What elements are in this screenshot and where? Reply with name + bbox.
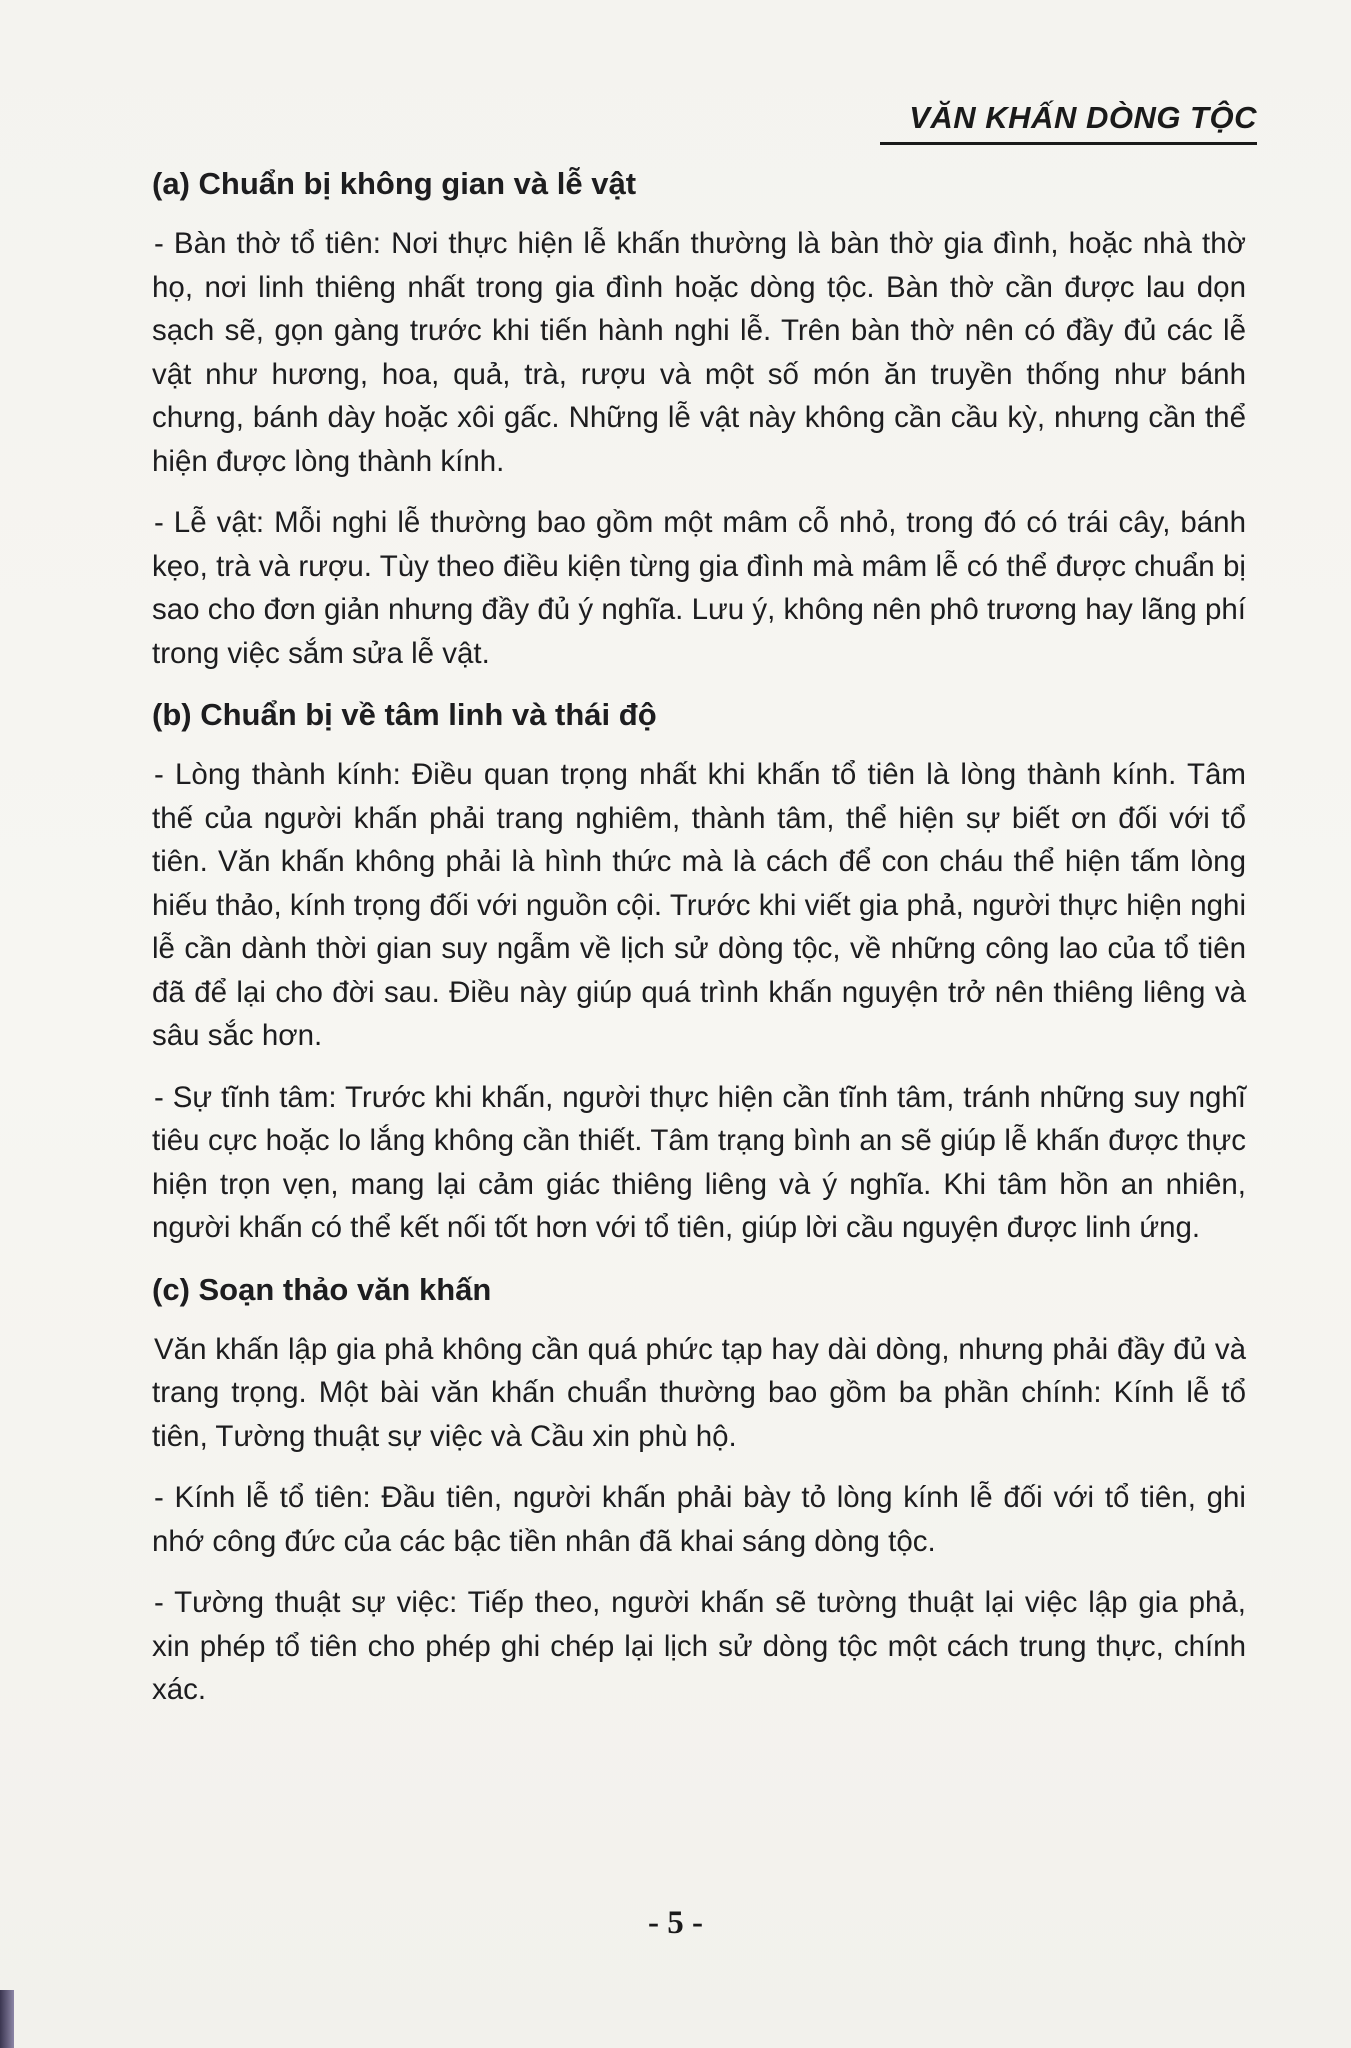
page-content (152, 162, 1246, 1730)
page-number: - 5 - (648, 1905, 703, 1941)
paragraph: - Kính lễ tổ tiên: Đầu tiên, người khấn phải bày tỏ lòng kính lễ đối với tổ tiên, ghi nhớ công đức của các bậc tiền nhân đã khai sáng dòng tộc. (152, 1481, 1246, 1558)
paragraph: - Lòng thành kính: Điều quan trọng nhất khi khấn tổ tiên là lòng thành kính. Tâm thế của người khấn phải trang nghiêm, thành tâm, thể hiện sự biết ơn đối với tổ tiên. Văn khấn không phải là hình thức mà là cách để con cháu thể hiện tấm lòng hiếu thảo, kính trọng đối với nguồn cội. Trước khi viết gia phả, người thực hiện nghi lễ cần dành thời gian suy ngẫm về lịch sử dòng tộc, về những công lao của tổ tiên đã để lại cho đời sau. Điều này giúp quá trình khấn nguyện trở nên thiêng liêng và sâu sắc hơn. (152, 758, 1246, 1052)
section-heading: (b) Chuẩn bị về tâm linh và thái độ (152, 697, 657, 732)
paragraph: - Tường thuật sự việc: Tiếp theo, người khấn sẽ tường thuật lại việc lập gia phả, xin phép tổ tiên cho phép ghi chép lại lịch sử dòng tộc một cách trung thực, chính xác. (152, 1586, 1246, 1706)
section-heading: (c) Soạn thảo văn khấn (152, 1271, 492, 1307)
section-b (152, 693, 1246, 1250)
paragraph: - Lễ vật: Mỗi nghi lễ thường bao gồm một mâm cỗ nhỏ, trong đó có trái cây, bánh kẹo, trà và rượu. Tùy theo điều kiện từng gia đình mà mâm lễ có thể được chuẩn bị sao cho đơn giản nhưng đầy đủ ý nghĩa. Lưu ý, không nên phô trương hay lãng phí trong việc sắm sửa lễ vật. (152, 506, 1246, 670)
binding-shadow (0, 1990, 14, 2048)
section-heading: (a) Chuẩn bị không gian và lễ vật (152, 166, 637, 201)
paragraph: - Bàn thờ tổ tiên: Nơi thực hiện lễ khấn thường là bàn thờ gia đình, hoặc nhà thờ họ, nơi linh thiêng nhất trong gia đình hoặc dòng tộc. Bàn thờ cần được lau dọn sạch sẽ, gọn gàng trước khi tiến hành nghi lễ. Trên bàn thờ nên có đầy đủ các lễ vật như hương, hoa, quả, trà, rượu và một số món ăn truyền thống như bánh chưng, bánh dày hoặc xôi gấc. Những lễ vật này không cần cầu kỳ, nhưng cần thể hiện được lòng thành kính. (152, 227, 1246, 478)
paragraph: - Sự tĩnh tâm: Trước khi khấn, người thực hiện cần tĩnh tâm, tránh những suy nghĩ tiêu cực hoặc lo lắng không cần thiết. Tâm trạng bình an sẽ giúp lễ khấn được thực hiện trọn vẹn, mang lại cảm giác thiêng liêng và ý nghĩa. Khi tâm hồn an nhiên, người khấn có thể kết nối tốt hơn với tổ tiên, giúp lời cầu nguyện được linh ứng. (152, 1080, 1246, 1244)
section-a (152, 162, 1246, 675)
paragraph: Văn khấn lập gia phả không cần quá phức tạp hay dài dòng, nhưng phải đầy đủ và trang trọng. Một bài văn khấn chuẩn thường bao gồm ba phần chính: Kính lễ tổ tiên, Tường thuật sự việc và Cầu xin phù hộ. (152, 1332, 1246, 1453)
section-c (152, 1268, 1246, 1712)
running-header: VĂN KHẤN DÒNG TỘC (880, 100, 1257, 145)
